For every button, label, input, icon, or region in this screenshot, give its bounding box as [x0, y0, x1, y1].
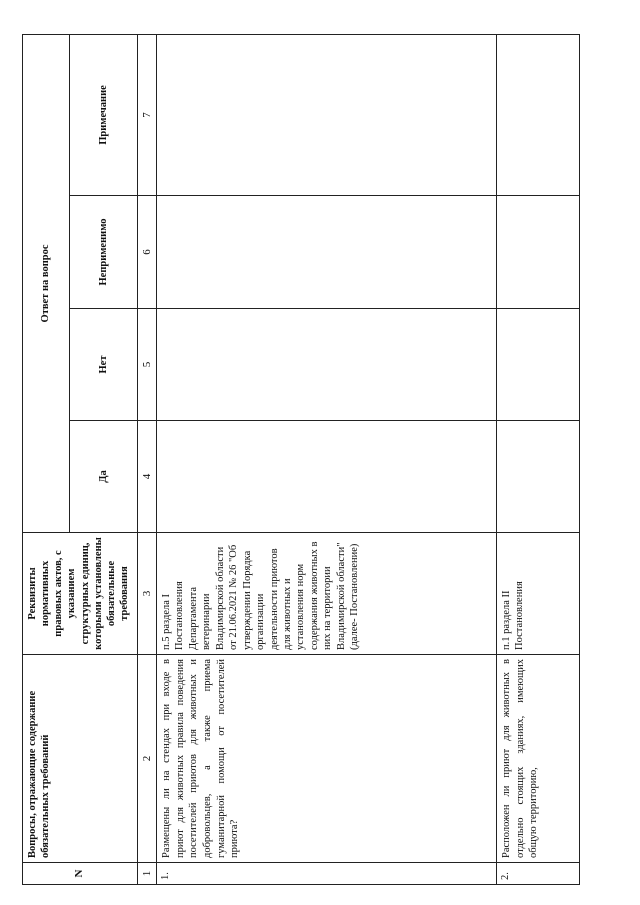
- note-cell[interactable]: [157, 34, 497, 195]
- table-row: [157, 34, 497, 884]
- header-not-applicable: Неприменимо: [70, 196, 138, 309]
- column-number: 5: [138, 309, 157, 421]
- rotated-table-wrapper: [22, 35, 577, 885]
- column-number-row: [138, 34, 157, 884]
- row-question: Размещены ли на стендах при входе в приют для животных правила поведения посетителей приютов для животных и добровольцев, а также приема гуманитарной помощи от посетителей приюта?: [157, 655, 497, 863]
- column-number: 2: [138, 655, 157, 863]
- table-row: [497, 34, 580, 884]
- header-no: Нет: [70, 309, 138, 421]
- answer-not-applicable-cell[interactable]: [497, 196, 580, 309]
- column-number: 4: [138, 421, 157, 533]
- answer-no-cell[interactable]: [157, 309, 497, 421]
- column-number: 7: [138, 34, 157, 195]
- header-answer-group: Ответ на вопрос: [23, 34, 70, 532]
- answer-yes-cell[interactable]: [497, 421, 580, 533]
- header-requisites: Реквизиты нормативных правовых актов, с указанием структурных единиц, которыми установлены обязательные требования: [23, 533, 138, 655]
- row-number: 1.: [157, 863, 497, 885]
- header-row-1: [23, 34, 70, 884]
- row-number: 2.: [497, 863, 580, 885]
- header-questions: Вопросы, отражающие содержание обязательных требований: [23, 655, 138, 863]
- row-requisites: п.1 раздела II Постановления: [497, 533, 580, 655]
- note-cell[interactable]: [497, 34, 580, 195]
- answer-not-applicable-cell[interactable]: [157, 196, 497, 309]
- column-number: 6: [138, 196, 157, 309]
- header-note: Примечание: [70, 34, 138, 195]
- column-number: 3: [138, 533, 157, 655]
- answer-yes-cell[interactable]: [157, 421, 497, 533]
- checklist-table: [22, 34, 580, 885]
- column-number: 1: [138, 863, 157, 885]
- header-yes: Да: [70, 421, 138, 533]
- answer-no-cell[interactable]: [497, 309, 580, 421]
- header-n: N: [23, 863, 138, 885]
- row-question: Расположен ли приют для животных в отдельно стоящих зданиях, имеющих общую территорию,: [497, 655, 580, 863]
- row-requisites: п.5 раздела I Постановления Департамента ветеринарии Владимирской области от 21.06.2021 № 26 "Об утверждении Порядка организации деятельности приютов для животных и установления норм содержания животных в них на территории Владимирской области" (далее- Постановление): [157, 533, 497, 655]
